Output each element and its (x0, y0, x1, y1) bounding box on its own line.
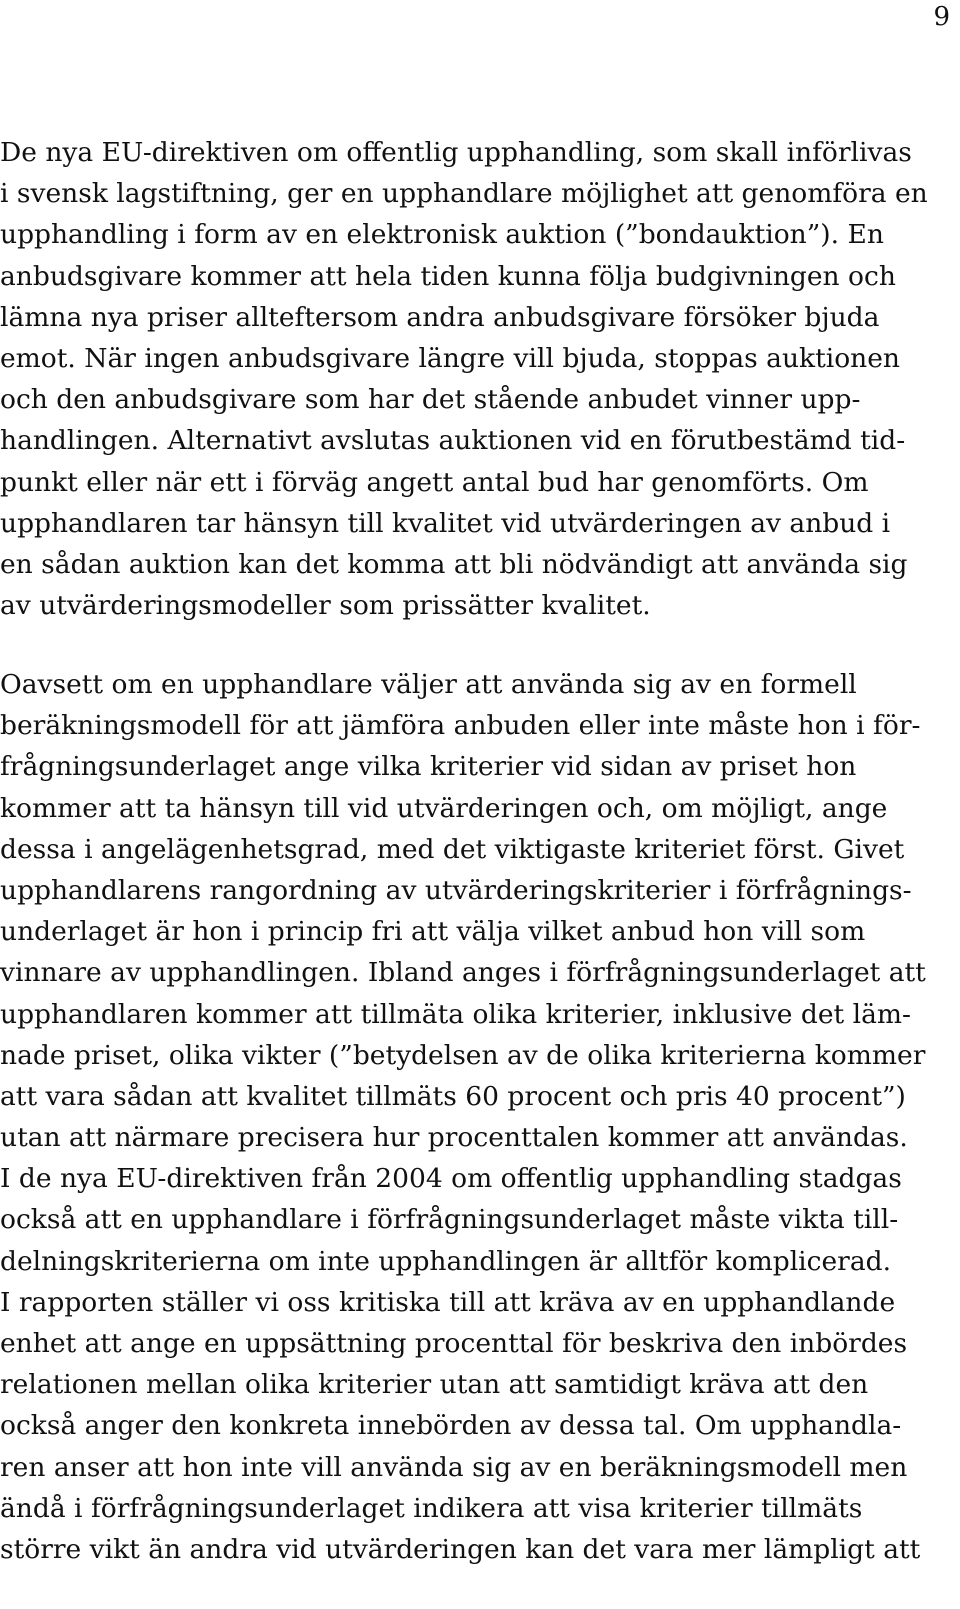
text-line: upphandlaren kommer att tillmäta olika kriterier, inklusive det läm- (0, 998, 911, 1030)
paragraph-2 (0, 664, 960, 1570)
text-line: emot. När ingen anbudsgivare längre vill bjuda, stoppas auktionen (0, 342, 900, 374)
text-line: upphandling i form av en elektronisk auktion (”bondauktion”). En (0, 219, 884, 251)
text-line: I de nya EU-direktiven från 2004 om offentlig upphandling stadgas (0, 1163, 902, 1195)
text-line: vinnare av upphandlingen. Ibland anges i förfrågningsunderlaget att (0, 957, 926, 989)
text-line: upphandlarens rangordning av utvärderingskriterier i förfrågnings- (0, 874, 912, 906)
text-line: lämna nya priser allteftersom andra anbudsgivare försöker bjuda (0, 301, 880, 333)
text-line: delningskriterierna om inte upphandlingen är alltför komplicerad. (0, 1245, 892, 1277)
text-line: att vara sådan att kvalitet tillmäts 60 procent och pris 40 procent”) (0, 1080, 906, 1112)
text-line: och den anbudsgivare som har det stående anbudet vinner upp- (0, 384, 861, 416)
text-line: I rapporten ställer vi oss kritiska till att kräva av en upphandlande (0, 1286, 896, 1318)
text-line: Oavsett om en upphandlare väljer att använda sig av en formell (0, 669, 857, 700)
text-line: underlaget är hon i princip fri att välja vilket anbud hon vill som (0, 916, 866, 948)
text-line: en sådan auktion kan det komma att bli nödvändigt att använda sig (0, 548, 908, 580)
text-line: enhet att ange en uppsättning procenttal för beskriva den inbördes (0, 1328, 908, 1359)
text-line: i svensk lagstiftning, ger en upphandlare möjlighet att genomföra en (0, 178, 928, 210)
text-line: anbudsgivare kommer att hela tiden kunna följa budgivningen och (0, 260, 896, 292)
text-line: också att en upphandlare i förfrågningsunderlaget måste vikta till- (0, 1204, 899, 1236)
text-line: beräkningsmodell för att jämföra anbuden eller inte måste hon i för- (0, 710, 921, 742)
text-line: dessa i angelägenhetsgrad, med det viktigaste kriteriet först. Givet (0, 833, 905, 865)
text-line: relationen mellan olika kriterier utan att samtidigt kräva att den (0, 1369, 869, 1401)
text-line: upphandlaren tar hänsyn till kvalitet vid utvärderingen av anbud i (0, 507, 891, 539)
text-line: ändå i förfrågningsunderlaget indikera att visa kriterier tillmäts (0, 1492, 863, 1524)
text-line: nade priset, olika vikter (”betydelsen av de olika kriterierna kommer (0, 1039, 926, 1071)
text-line: av utvärderingsmodeller som prissätter kvalitet. (0, 590, 651, 622)
text-line: utan att närmare precisera hur procenttalen kommer att användas. (0, 1122, 908, 1154)
text-line: frågningsunderlaget ange vilka kriterier vid sidan av priset hon (0, 751, 857, 783)
text-line: större vikt än andra vid utvärderingen kan det vara mer lämpligt att (0, 1533, 921, 1565)
text-line: handlingen. Alternativt avslutas auktionen vid en förutbestämd tid- (0, 425, 906, 457)
text-line: De nya EU-direktiven om offentlig upphandling, som skall införlivas (0, 137, 912, 168)
text-line: kommer att ta hänsyn till vid utvärderingen och, om möjligt, ange (0, 792, 888, 824)
paragraph-1 (0, 132, 960, 626)
text-line: ren anser att hon inte vill använda sig av en beräkningsmodell men (0, 1451, 908, 1483)
page-number: 9 (933, 2, 950, 32)
text-line: punkt eller när ett i förväg angett antal bud har genomförts. Om (0, 466, 869, 498)
text-line: också anger den konkreta innebörden av dessa tal. Om upphandla- (0, 1410, 902, 1442)
